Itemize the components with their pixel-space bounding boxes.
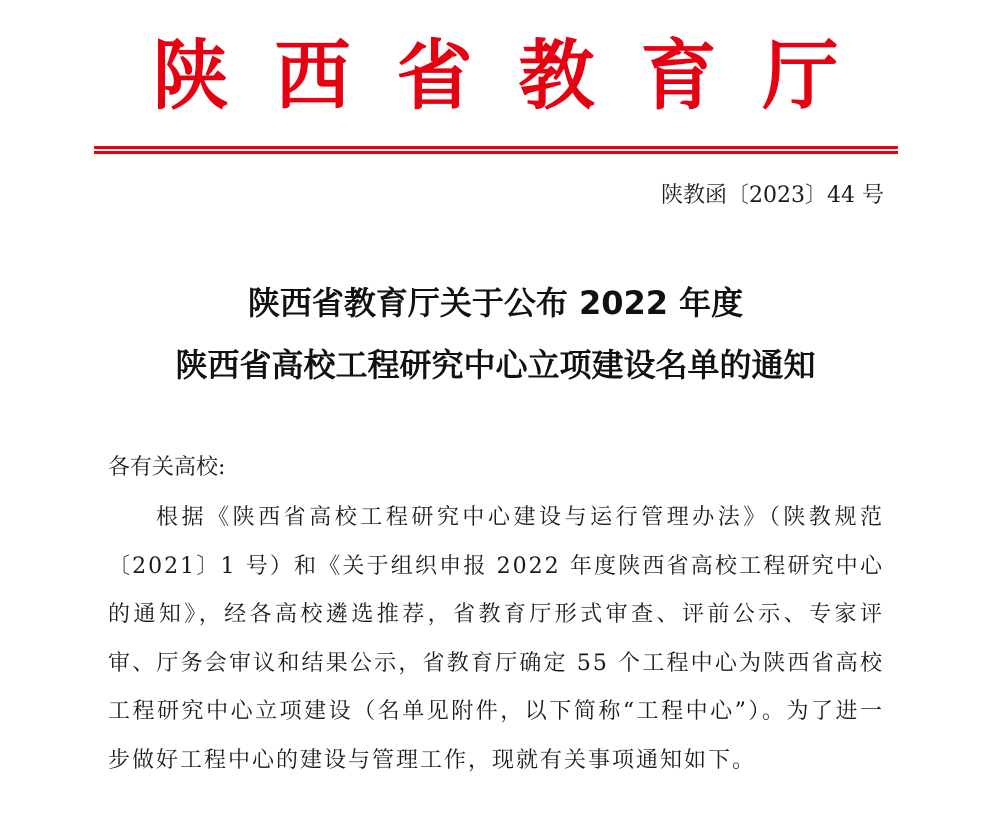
salutation: 各有关高校: (108, 455, 226, 480)
letterhead-red-rule-thin (94, 151, 898, 154)
document-title-line-2: 陕西省高校工程研究中心立项建设名单的通知 (175, 346, 816, 384)
letterhead-red-rule-thick (94, 146, 898, 149)
document-title (0, 272, 991, 396)
document-number: 陕教函〔2023〕44 号 (661, 183, 884, 208)
document-title-line-1: 陕西省教育厅关于公布 2022 年度 (247, 284, 744, 322)
letterhead-org-name: 陕西省教育厅 (152, 31, 885, 120)
body-paragraph: 根据《陕西省高校工程研究中心建设与运行管理办法》（陕教规范〔2021〕1 号）和《关于组织申报 2022 年度陕西省高校工程研究中心的通知》，经各高校遴选推荐，省教育厅形式审查、评前公示、专家评审、厅务会审议和结果公示，省教育厅确定 55 个工程中心为陕西省高校工程研究中心立项建设（名单见附件，以下简称“工程中心”）。为了进一步做好工程中心的建设与管理工作，现就有关事项通知如下。 (108, 505, 884, 773)
